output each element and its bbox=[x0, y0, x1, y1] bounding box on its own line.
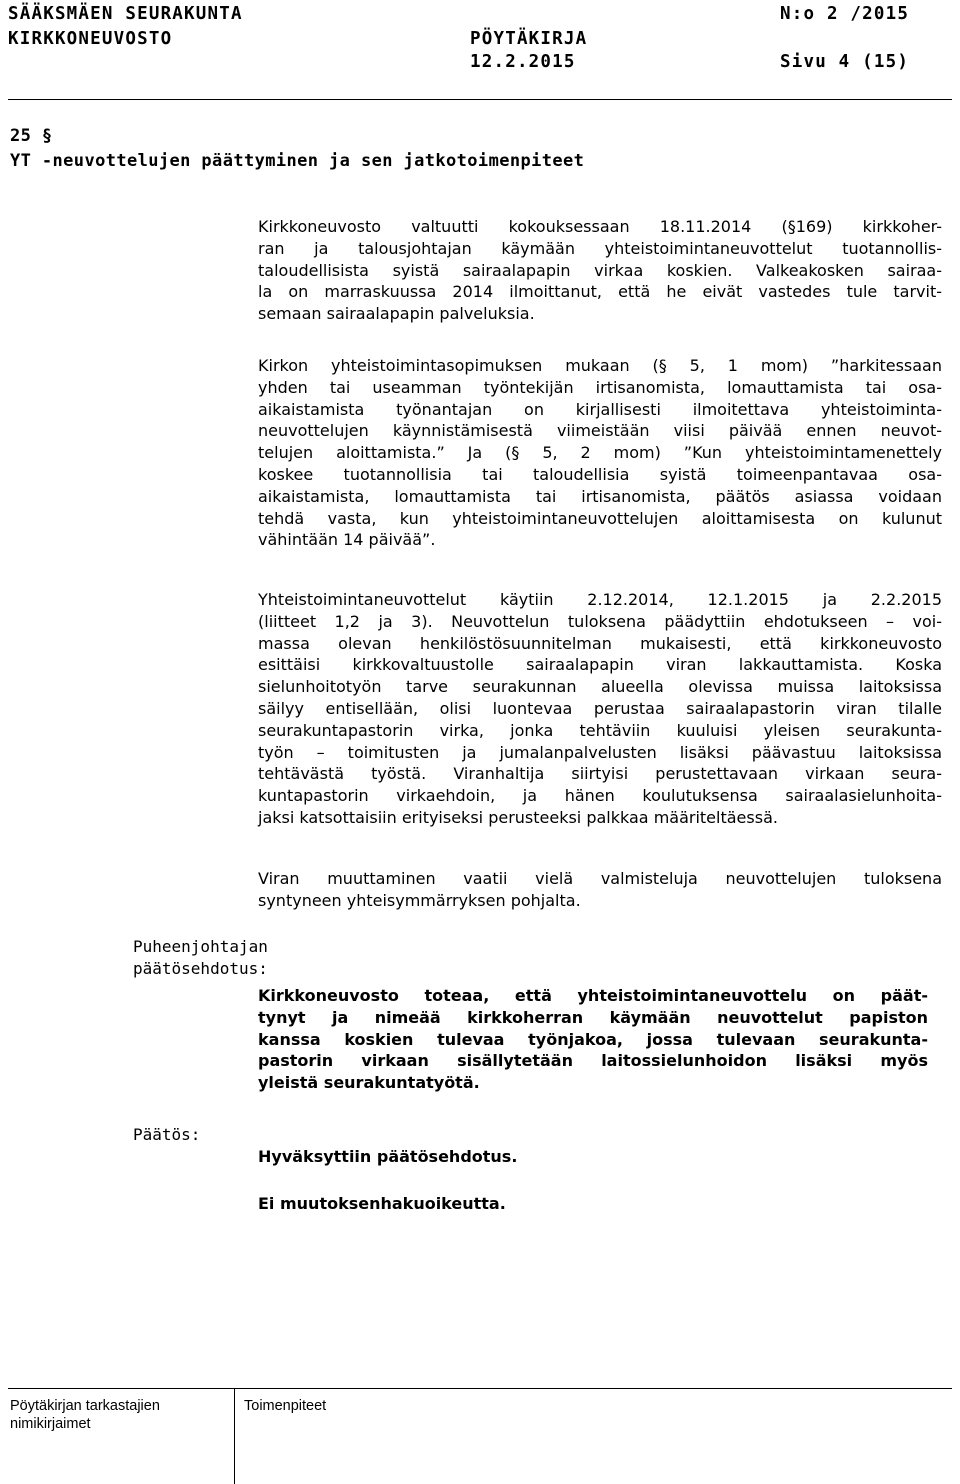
text-line: kanssa koskien tulevaa työnjakoa, jossa tulevaan seurakunta- bbox=[258, 1029, 928, 1049]
text-line: Yhteistoimintaneuvottelut käytiin 2.12.2014, 12.1.2015 ja 2.2.2015 bbox=[258, 590, 942, 609]
page-number: Sivu 4 (15) bbox=[780, 52, 910, 72]
text-line: (liitteet 1,2 ja 3). Neuvottelun tuloksena päädyttiin ehdotukseen – voi- bbox=[258, 611, 942, 631]
text-line: telujen aloittamista.” Ja (§ 5, 2 mom) ”Kun yhteistoimintamenettely bbox=[258, 443, 942, 463]
footer-rule bbox=[8, 1388, 952, 1389]
text-line: yhden tai useamman työntekijän irtisanomista, lomauttamista tai osa- bbox=[258, 377, 942, 397]
actions-label: Toimenpiteet bbox=[244, 1398, 327, 1414]
proposal-label bbox=[133, 936, 268, 980]
text-line: Kirkkoneuvosto toteaa, että yhteistoimintaneuvottelu on päät- bbox=[258, 986, 928, 1005]
text-line: aikaistamista työnantajan on kirjallisesti ilmoitettava yhteistoiminta- bbox=[258, 399, 942, 419]
header-rule bbox=[8, 99, 952, 100]
text-line: tehdä vasta, kun yhteistoimintaneuvottelujen aloittamisesta on kulunut bbox=[258, 508, 942, 528]
signers-label-line: Pöytäkirjan tarkastajien bbox=[10, 1398, 160, 1414]
text-line: jaksi katsottaisiin erityiseksi perusteeksi palkkaa määriteltäessä. bbox=[258, 807, 778, 827]
body-name: KIRKKONEUVOSTO bbox=[8, 29, 173, 49]
paragraph-negotiations bbox=[258, 589, 942, 829]
text-line: tynyt ja nimeää kirkkoherran käymään neuvottelut papiston bbox=[258, 1007, 928, 1027]
text-line: Kirkon yhteistoimintasopimuksen mukaan (§ 5, 1 mom) ”harkitessaan bbox=[258, 356, 942, 375]
paragraph-authorization bbox=[258, 216, 942, 325]
text-line: Viran muuttaminen vaatii vielä valmisteluja neuvottelujen tuloksena bbox=[258, 869, 942, 888]
section-title: YT -neuvottelujen päättyminen ja sen jatkotoimenpiteet bbox=[10, 151, 585, 171]
text-line: neuvottelujen käynnistämisestä viimeistään viisi päivää ennen neuvot- bbox=[258, 421, 942, 441]
text-line: semaan sairaalapapin palveluksia. bbox=[258, 304, 535, 324]
section-number: 25 § bbox=[10, 126, 53, 146]
text-line: esittäisi kirkkovaltuustolle sairaalapapin viran lakkauttamista. Koska bbox=[258, 655, 942, 675]
text-line: säilyy entisellään, olisi luontevaa perustaa sairaalapastorin viran tilalle bbox=[258, 698, 942, 718]
text-line: aikaistamista, lomauttamista tai irtisanomista, päätös asiassa voidaan bbox=[258, 486, 942, 506]
text-line: vähintään 14 päivää”. bbox=[258, 530, 436, 550]
paragraph-next-steps bbox=[258, 868, 942, 912]
paragraph-agreement bbox=[258, 355, 942, 551]
proposal-label-line: Puheenjohtajan bbox=[133, 937, 268, 956]
text-line: sielunhoitotyön tarve seurakunnan alueella olevissa muissa laitoksissa bbox=[258, 677, 942, 697]
text-line: koskee tuotannollisia tai taloudellisia syistä toimeenpantavaa osa- bbox=[258, 464, 942, 484]
meeting-date: 12.2.2015 bbox=[470, 52, 576, 72]
proposal-label-line: päätösehdotus: bbox=[133, 958, 268, 978]
text-line: työn – toimitusten ja jumalanpalvelusten lisäksi päävastuu laitoksissa bbox=[258, 742, 942, 762]
proposal-text bbox=[258, 985, 928, 1094]
text-line: ran ja talousjohtajan käymään yhteistoimintaneuvottelut tuotannollis- bbox=[258, 238, 942, 258]
text-line: kuntapastorin virkaehdoin, ja hänen koulutuksensa sairaalasielunhoita- bbox=[258, 786, 942, 806]
footer-divider bbox=[234, 1388, 235, 1484]
text-line: massa olevan henkilöstösuunnitelman mukaisesti, että kirkkoneuvosto bbox=[258, 633, 942, 653]
signers-label bbox=[10, 1397, 160, 1433]
decision-text: Hyväksyttiin päätösehdotus. bbox=[258, 1147, 518, 1166]
decision-label: Päätös: bbox=[133, 1125, 201, 1144]
text-line: yleistä seurakuntatyötä. bbox=[258, 1073, 480, 1093]
text-line: syntyneen yhteisymmärryksen pohjalta. bbox=[258, 890, 581, 910]
text-line: pastorin virkaan sisällytetään laitossielunhoidon lisäksi myös bbox=[258, 1051, 928, 1071]
organization-name: SÄÄKSMÄEN SEURAKUNTA bbox=[8, 4, 243, 24]
document-type: PÖYTÄKIRJA bbox=[470, 29, 588, 49]
text-line: la on marraskuussa 2014 ilmoittanut, että he eivät vastedes tule tarvit- bbox=[258, 282, 942, 302]
text-line: tehtävästä työstä. Viranhaltija siirtyisi perustettavaan virkaan seura- bbox=[258, 764, 942, 784]
text-line: Kirkkoneuvosto valtuutti kokouksessaan 18.11.2014 (§169) kirkkoher- bbox=[258, 217, 942, 236]
text-line: seurakuntapastorin virka, jonka tehtäviin kuuluisi yleisen seurakunta- bbox=[258, 720, 942, 740]
document-number: N:o 2 /2015 bbox=[780, 4, 910, 24]
appeal-text: Ei muutoksenhakuoikeutta. bbox=[258, 1194, 506, 1213]
text-line: taloudellisista syistä sairaalapapin virkaa koskien. Valkeakosken sairaa- bbox=[258, 260, 942, 280]
signers-label-line: nimikirjaimet bbox=[10, 1416, 91, 1432]
